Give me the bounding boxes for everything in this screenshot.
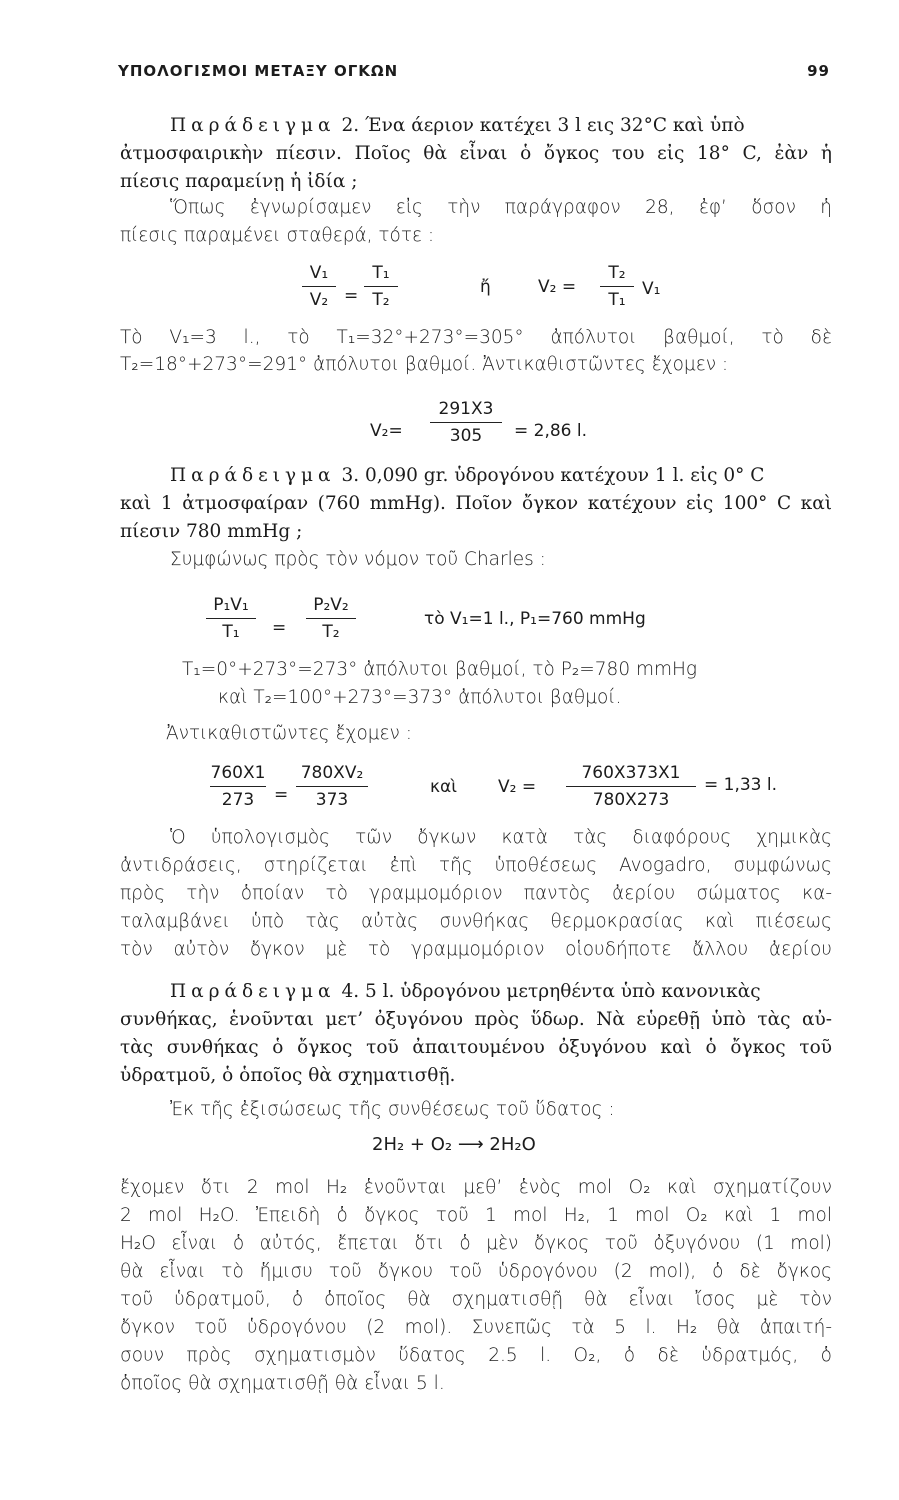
ex3-line-4: Συμφώνως πρὸς τὸν νόμον τοῦ Charles :	[170, 549, 546, 570]
ex2-line-1: Παράδειγμα 2. Ένα άεριον κατέχει 3 l εις 32°C καὶ ὑπὸ	[170, 115, 745, 136]
ex3-line-5: T₁=0°+273°=273° ἀπόλυτοι βαθμοί, τὸ P₂=780 mmHg	[182, 659, 698, 680]
para-line-3: πρὸς τὴν ὁποίαν τὸ γραμμομόριον παντὸς ἀερίου σώματος κα-	[120, 883, 832, 904]
ex4-line-1: Παράδειγμα 4. 5 l. ὑδρογόνου μετρηθέντα ὑπὸ κανονικὰς	[170, 981, 761, 1002]
ex2-line-4: Ὅπως ἐγνωρίσαμεν εἰς τὴν παράγραφον 28, ἐφ’ ὅσον ἡ	[170, 197, 832, 218]
eq2-fraction: 291X3 305	[430, 398, 502, 447]
ex4-line-4: ὑδρατμοῦ, ὁ ὁποῖος θὰ σχηματισθῇ.	[120, 1065, 456, 1086]
eq1-rhs-fraction: T₁ T₂	[364, 262, 398, 311]
sub-fraction-3: 760X373X1 780X273	[566, 762, 696, 811]
ex3-line-7: Ἀντικαθιστῶντες ἔχομεν :	[166, 723, 413, 744]
ex3-result: = 1,33 l.	[704, 775, 778, 795]
ex4-line-2: συνθήκας, ἑνοῦνται μετ’ ὀξυγόνου πρὸς ὕδωρ. Νὰ εὑρεθῇ ὑπὸ τὰς αὐ-	[120, 1009, 832, 1030]
ex4-line-5: Ἐκ τῆς ἐξισώσεως τῆς συνθέσεως τοῦ ὕδατος :	[170, 1099, 615, 1120]
ex4-line-6: ἔχομεν ὅτι 2 mol H₂ ἑνοῦνται μεθ’ ἑνὸς mol O₂ καὶ σχηματίζουν	[120, 1177, 832, 1198]
ex4-line-7: 2 mol H₂O. Ἐπειδὴ ὁ ὄγκος τοῦ 1 mol H₂, 1 mol O₂ καὶ 1 mol	[120, 1205, 832, 1226]
ex2-line-5: πίεσις παραμένει σταθερά, τότε :	[120, 225, 435, 246]
charles-given: τὸ V₁=1 l., P₁=760 mmHg	[424, 609, 646, 629]
eq1-ratio-fraction: T₂ T₁	[600, 262, 634, 311]
page-number: 99	[807, 62, 830, 80]
ex2-line-2: ἀτμοσφαιρικὴν πίεσιν. Ποῖος θὰ εἶναι ὁ ὄγκος του εἰς 18° C, ἐὰν ἡ	[120, 143, 832, 164]
ex4-line-13: ὁποῖος θὰ σχηματισθῇ θὰ εἶναι 5 l.	[120, 1373, 445, 1394]
ex4-line-3: τὰς συνθήκας ὁ ὄγκος τοῦ ἀπαιτουμένου ὀξυγόνου καὶ ὁ ὄγκος τοῦ	[120, 1037, 832, 1058]
para-line-5: τὸν αὐτὸν ὄγκον μὲ τὸ γραμμομόριον οἱουδήποτε ἄλλου ἀερίου	[120, 939, 832, 960]
para-line-2: ἀντιδράσεις, στηρίζεται ἐπὶ τῆς ὑποθέσεως Avogadro, συμφώνως	[120, 855, 832, 876]
book-page: ΥΠΟΛΟΓΙΣΜΟΙ ΜΕΤΑΞΥ ΟΓΚΩΝ 99 Παράδειγμα 2. Ένα άεριον κατέχει 3 l εις 32°C καὶ ὑπὸ ἀτμοσφαιρικὴν πίεσιν. Ποῖος θὰ εἶναι ὁ ὄγκος του εἰς 18° C, ἐὰν ἡ πίεσις παραμείνῃ ἡ ἰδία ; Ὅπως ἐγνωρίσαμεν εἰς τὴν παράγραφον 28, ἐφ’ ὅσον ἡ πίεσις παραμένει σταθερά, τότε : V₁ V₂ = T₁ T₂ ἤ V₂ = T₂ T₁ V₁ Τὸ V₁=3 l., τὸ T₁=32°+273°=305° ἀπόλυτοι βαθμοί, τὸ δὲ T₂=18°+273°=291° ἀπόλυτοι βαθμοί. Ἀντικαθιστῶντες ἔχομεν : V₂= 291X3 305 = 2,86 l. Παράδειγμα 3. 0,090 gr. ὑδρογόνου κατέχουν 1 l. εἰς 0° C καὶ 1 ἀτμοσφαίραν (760 mmHg). Ποῖον ὄγκον κατέχουν εἰς 100° C καὶ πίεσιν 780 mmHg ; Συμφώνως πρὸς τὸν νόμον τοῦ Charles : P₁V₁ T₁ = P₂V₂ T₂ τὸ V₁=1 l., P₁=760 mmHg T₁=0°+273°=273° ἀπόλυτοι βαθμοί, τὸ P₂=780 mmHg καὶ T₂=100°+273°=373° ἀπόλυτοι βαθμοί. Ἀντικαθιστῶντες ἔχομεν : 760X1 273 = 780XV₂ 373 καὶ V₂ = 760X373X1 780X273 = 1,33 l. Ὁ ὑπολογισμὸς τῶν ὄγκων κατὰ τὰς διαφόρους χημικὰς ἀντιδράσεις, στηρίζεται ἐπὶ τῆς ὑποθέσεως Avogadro, συμφώνως πρὸς τὴν ὁποίαν τὸ γραμμομόριον παντὸς ἀερίου σώματος κα- ταλαμβάνει ὑπὸ τὰς αὐτὰς συνθήκας θερμοκρασίας καὶ πιέσεως τὸν αὐτὸν ὄγκον μὲ τὸ γραμμομόριον οἱουδήποτε ἄλλου ἀερίου Παράδειγμα 4. 5 l. ὑδρογόνου μετρηθέντα ὑπὸ κανονικὰς συνθήκας, ἑνοῦνται μετ’ ὀξυγόνου πρὸς ὕδωρ. Νὰ εὑρεθῇ ὑπὸ τὰς αὐ- τὰς συνθήκας ὁ ὄγκος τοῦ ἀπαιτουμένου ὀξυγόνου καὶ ὁ ὄγκος τοῦ ὑδρατμοῦ, ὁ ὁποῖος θὰ σχηματισθῇ. Ἐκ τῆς ἐξισώσεως τῆς συνθέσεως τοῦ ὕδατος : 2H₂ + O₂ ⟶ 2H₂O ἔχομεν ὅτι 2 mol H₂ ἑνοῦνται μεθ’ ἑνὸς mol O₂ καὶ σχηματίζουν 2 mol H₂O. Ἐπειδὴ ὁ ὄγκος τοῦ 1 mol H₂, 1 mol O₂ καὶ 1 mol H₂O εἶναι ὁ αὐτός, ἔπεται ὅτι ὁ μὲν ὄγκος τοῦ ὀξυγόνου (1 mol) θὰ εἶναι τὸ ἥμισυ τοῦ ὄγκου τοῦ ὑδρογόνου (2 mol), ὁ δὲ ὄγκος τοῦ ὑδρατμοῦ, ὁ ὁποῖος θὰ σχηματισθῇ θὰ εἶναι ἴσος μὲ τὸν ὄγκον τοῦ ὑδρογόνου (2 mol). Συνεπῶς τὰ 5 l. H₂ θὰ ἀπαιτή- σουν πρὸς σχηματισμὸν ὕδατος 2.5 l. O₂, ὁ δὲ ὑδρατμός, ὁ ὁποῖος θὰ σχηματισθῇ θὰ εἶναι 5 l.	[0, 0, 899, 1500]
sub-fraction-2: 780XV₂ 373	[296, 762, 368, 811]
charles-lhs-fraction: P₁V₁ T₁	[206, 594, 256, 643]
ex3-line-1: Παράδειγμα 3. 0,090 gr. ὑδρογόνου κατέχουν 1 l. εἰς 0° C	[170, 465, 765, 486]
ex2-line-7: T₂=18°+273°=291° ἀπόλυτοι βαθμοί. Ἀντικαθιστῶντες ἔχομεν :	[120, 354, 729, 375]
eq1-lhs-fraction: V₁ V₂	[302, 262, 336, 311]
ex2-line-3: πίεσις παραμείνῃ ἡ ἰδία ;	[120, 171, 358, 192]
ex4-line-9: θὰ εἶναι τὸ ἥμισυ τοῦ ὄγκου τοῦ ὑδρογόνου (2 mol), ὁ δὲ ὄγκος	[120, 1261, 832, 1282]
ex4-line-10: τοῦ ὑδρατμοῦ, ὁ ὁποῖος θὰ σχηματισθῇ θὰ εἶναι ἴσος μὲ τὸν	[120, 1289, 832, 1310]
ex4-line-8: H₂O εἶναι ὁ αὐτός, ἔπεται ὅτι ὁ μὲν ὄγκος τοῦ ὀξυγόνου (1 mol)	[120, 1233, 832, 1254]
chapter-title: ΥΠΟΛΟΓΙΣΜΟΙ ΜΕΤΑΞΥ ΟΓΚΩΝ	[118, 62, 399, 80]
reaction-equation: 2H₂ + O₂ ⟶ 2H₂O	[372, 1134, 536, 1155]
ex4-line-11: ὄγκον τοῦ ὑδρογόνου (2 mol). Συνεπῶς τὰ 5 l. H₂ θὰ ἀπαιτή-	[120, 1317, 832, 1338]
example-label: Παράδειγμα	[170, 981, 336, 1002]
ex3-line-2: καὶ 1 ἀτμοσφαίραν (760 mmHg). Ποῖον ὄγκον κατέχουν εἰς 100° C καὶ	[120, 493, 832, 514]
eq1-or: ἤ	[480, 277, 491, 297]
charles-rhs-fraction: P₂V₂ T₂	[306, 594, 356, 643]
ex3-line-3: πίεσιν 780 mmHg ;	[120, 521, 303, 542]
example-label: Παράδειγμα	[170, 465, 336, 486]
ex3-line-6: καὶ T₂=100°+273°=373° ἀπόλυτοι βαθμοί.	[218, 687, 622, 708]
sub-fraction-1: 760X1 273	[210, 763, 266, 810]
example-label: Παράδειγμα	[170, 115, 336, 136]
ex2-line-6: Τὸ V₁=3 l., τὸ T₁=32°+273°=305° ἀπόλυτοι βαθμοί, τὸ δὲ	[120, 327, 832, 348]
para-line-4: ταλαμβάνει ὑπὸ τὰς αὐτὰς συνθήκας θερμοκρασίας καὶ πιέσεως	[120, 911, 832, 932]
eq2-result: = 2,86 l.	[514, 421, 588, 441]
running-header	[118, 62, 830, 82]
ex4-line-12: σουν πρὸς σχηματισμὸν ὕδατος 2.5 l. O₂, ὁ δὲ ὑδρατμός, ὁ	[120, 1345, 832, 1366]
para-line-1: Ὁ ὑπολογισμὸς τῶν ὄγκων κατὰ τὰς διαφόρους χημικὰς	[170, 827, 832, 848]
